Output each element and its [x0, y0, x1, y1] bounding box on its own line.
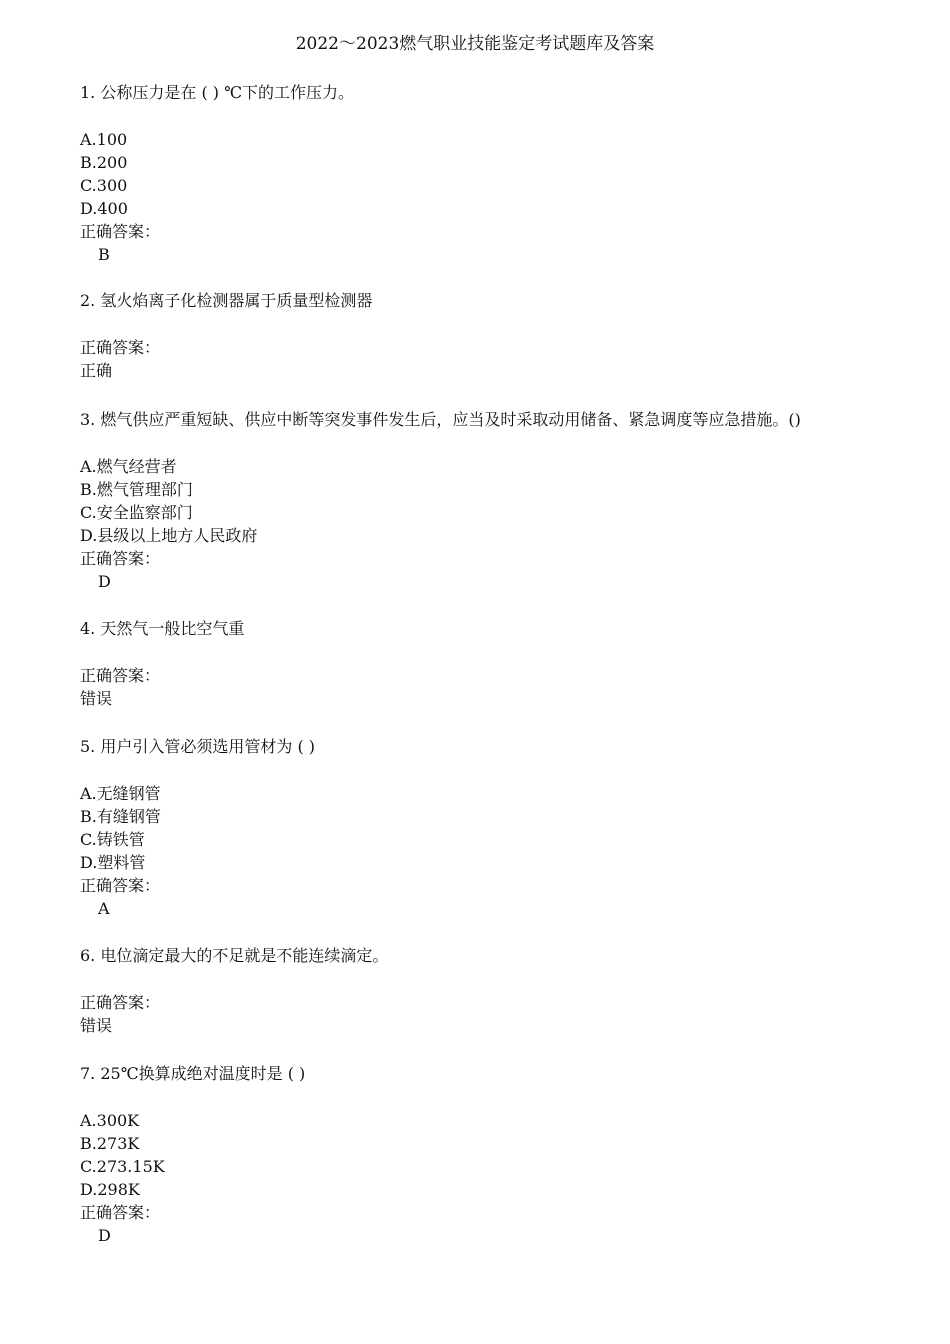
answer-value: B [98, 245, 110, 264]
document-title: 2022～2023燃气职业技能鉴定考试题库及答案 [295, 34, 655, 54]
answer-label: 正确答案： [80, 222, 161, 241]
answer-label: 正确答案： [80, 876, 161, 895]
answer-label: 正确答案： [80, 1203, 161, 1222]
question-4 [80, 618, 910, 710]
answer-value: D [98, 572, 111, 591]
question-stem: 5. 用户引入管必须选用管材为 ( ) [80, 737, 316, 756]
question-stem: 2. 氢火焰离子化检测器属于质量型检测器 [80, 291, 373, 310]
option-a: A.100 [80, 130, 128, 149]
question-stem: 3. 燃气供应严重短缺、供应中断等突发事件发生后，应当及时采取动用储备、紧急调度等应急措施。() [80, 410, 801, 429]
answer-label: 正确答案： [80, 993, 161, 1012]
question-stem: 4. 天然气一般比空气重 [80, 619, 245, 638]
answer-label: 正确答案： [80, 666, 161, 685]
answer-value: 错误 [80, 1016, 113, 1035]
answer-value: D [98, 1226, 111, 1245]
option-c: C.300 [80, 176, 128, 195]
answer-value: 错误 [80, 689, 113, 708]
question-stem: 7. 25℃换算成绝对温度时是 ( ) [80, 1064, 306, 1083]
answer-label: 正确答案： [80, 549, 161, 568]
option-d: D.400 [80, 199, 128, 218]
option-b: B.燃气管理部门 [80, 480, 193, 499]
answer-value: 正确 [80, 361, 113, 380]
option-b: B.200 [80, 153, 128, 172]
question-stem: 6. 电位滴定最大的不足就是不能连续滴定。 [80, 946, 389, 965]
question-1 [80, 82, 910, 266]
option-d: D.县级以上地方人民政府 [80, 526, 258, 545]
option-c: C.铸铁管 [80, 830, 145, 849]
option-b: B.有缝钢管 [80, 807, 161, 826]
option-a: A.燃气经营者 [80, 457, 177, 476]
option-a: A.无缝钢管 [80, 784, 161, 803]
answer-label: 正确答案： [80, 338, 161, 357]
question-2 [80, 290, 910, 382]
question-stem: 1. 公称压力是在 ( ) ℃下的工作压力。 [80, 83, 354, 102]
option-c: C.安全监察部门 [80, 503, 193, 522]
question-5 [80, 736, 910, 920]
option-c: C.273.15K [80, 1157, 165, 1176]
option-b: B.273K [80, 1134, 140, 1153]
option-a: A.300K [80, 1111, 140, 1130]
option-d: D.塑料管 [80, 853, 146, 872]
answer-value: A [98, 899, 110, 918]
option-d: D.298K [80, 1180, 140, 1199]
question-7 [80, 1063, 910, 1247]
question-6 [80, 945, 910, 1037]
question-3 [80, 409, 910, 593]
